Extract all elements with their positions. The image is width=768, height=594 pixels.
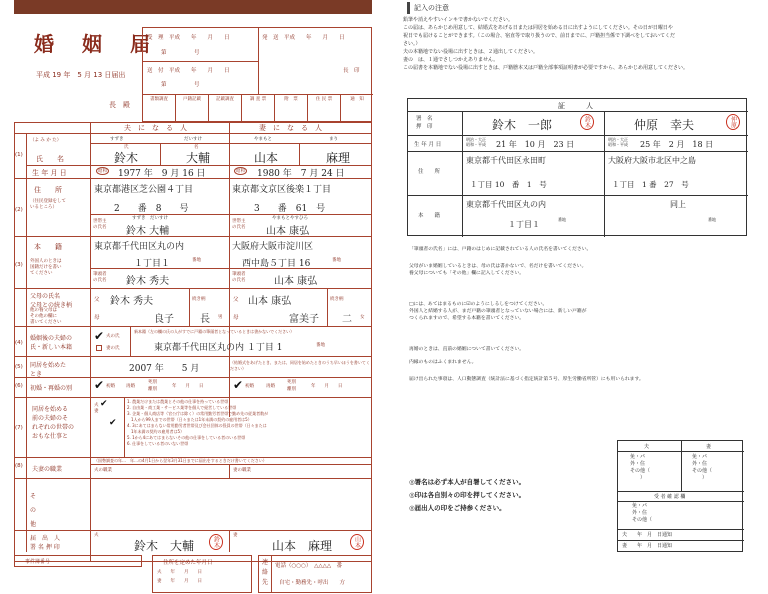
witness1-banchi: 番地 — [558, 217, 566, 222]
wife-relation: 二 — [342, 314, 352, 325]
registry-label: 本 籍 — [34, 243, 62, 251]
deadline-h-tag: 夫 — [157, 570, 162, 575]
household-item-5: 5. 1から4にあてはまらないその他の仕事をしている者のいる世帯 — [127, 435, 246, 440]
new-registry-banchi: 番地 — [316, 343, 325, 348]
husband-first-label: 初婚 — [106, 384, 115, 389]
given-sub: 名 — [194, 145, 199, 150]
id-w-paren: ） — [692, 475, 708, 481]
case-number-box: 事件簿番号 — [14, 555, 142, 567]
note-line: この届書を本籍地でない役場に出すときは、戸籍謄本又は戸籍全部事項証明書が必要ですから、あらかじめ用意してください。 — [403, 65, 689, 71]
husband-registry: 東京都千代田区丸の内 — [94, 242, 185, 252]
witness-title: 証 人 — [558, 102, 593, 110]
check-cell: 記載調査 — [209, 94, 242, 123]
id-w-tag: 妻 — [706, 444, 712, 450]
reminder-line: ◎署名は必ず本人が自署してください。 — [409, 478, 526, 486]
witness-registry-label: 本 籍 — [418, 213, 441, 219]
explain-line: 外国人と結婚する人が、まだ戸籍の筆頭者となっていない場合には、新しい戸籍が — [409, 309, 587, 314]
id-h-tag: 夫 — [644, 444, 650, 450]
explain-line: 再婚のときは、直前の婚姻について書いてください。 — [409, 347, 525, 352]
row5-num: (5) — [15, 364, 23, 370]
husband-item-check[interactable]: ✔ — [99, 399, 108, 409]
wife-surname-option: 妻の氏 — [106, 346, 120, 351]
witness2-address-number: １丁目 1 番 27 号 — [612, 180, 689, 189]
household-item-1: 1. 農業だけまたは農業とその他の仕事を持っている世帯 — [127, 399, 229, 404]
husband-first-marriage-checkbox[interactable]: ✔ — [94, 378, 105, 392]
address-note: （住民登録をして いるところ） — [30, 199, 66, 210]
wife-household-head: 山本 康弘 — [266, 226, 310, 237]
address-label: 住 所 — [34, 186, 62, 194]
witness2-dob: 25 年 2 月 18 日 — [640, 140, 714, 149]
deadline-w-date: 年 月 日 — [170, 579, 202, 584]
wife-surname-checkbox[interactable] — [96, 345, 102, 351]
wife-surname: 山本 — [254, 151, 279, 165]
row1-num: (1) — [15, 152, 23, 158]
filing-date: 平成 19 年 5 月 13 日届出 — [36, 71, 126, 79]
husband-household-head: 鈴木 大輔 — [126, 226, 170, 237]
reminder-line: ◎届出人の印をご持参ください。 — [409, 504, 506, 512]
id-h-paren: ） — [630, 475, 646, 481]
contact-label: 連 絡 先 — [262, 559, 269, 586]
received-label: 受 理 平成 年 月 日 — [147, 35, 230, 41]
head-seal-label: 長 印 — [343, 68, 360, 74]
husband-tag: 夫 — [94, 403, 99, 408]
sent-number: 第 号 — [161, 82, 200, 88]
witness-dob-label: 生 年 月 日 — [414, 142, 442, 148]
dob-label: 生 年 月 日 — [32, 169, 67, 177]
row4-num: (4) — [15, 340, 23, 346]
husband-registry-head: 鈴木 秀夫 — [126, 276, 170, 287]
received-number: 第 号 — [161, 50, 200, 56]
wife-signature: 山本 麻理 — [272, 539, 333, 553]
wife-seal: 山本 — [350, 534, 364, 550]
witness2-banchi: 番地 — [708, 217, 716, 222]
wife-banchi: 番地 — [332, 258, 341, 263]
wife-address: 東京都文京区後楽１丁目 — [232, 185, 332, 195]
wife-signer-tag: 妻 — [233, 533, 238, 538]
husband-surname-option: 夫の氏 — [106, 334, 120, 339]
husband-banchi: 番地 — [192, 258, 201, 263]
check-cell: 住 民 票 — [308, 94, 341, 123]
deadline-box: 住所を定めた年月日 夫 年 月 日 妻 年 月 日 — [152, 555, 252, 593]
id-bottom-foreign: 外・住 — [632, 510, 648, 516]
husband-mother-tag: 母 — [94, 315, 100, 321]
reminders — [409, 476, 525, 515]
surname-sub: 氏 — [124, 145, 129, 150]
id-confirmation-box — [617, 440, 743, 552]
check-cell: 附 票 — [275, 94, 308, 123]
household-item-2: 2. 自由業・商工業・サービス業等を個人で経営している世帯 — [127, 405, 237, 410]
husband-seal: 鈴木 — [209, 534, 223, 550]
husband-era: 昭和 — [98, 169, 107, 174]
husband-given-name: 大輔 — [186, 151, 211, 165]
witness2-seal: 仲原 — [726, 114, 740, 130]
check-cell: 書類調査 — [143, 94, 176, 123]
witness1-registry-number: １丁目１ — [508, 220, 540, 229]
husband-dob: 1977 年 9 月 16 日 — [118, 169, 206, 179]
wife-father: 山本 康弘 — [248, 296, 292, 307]
wife-mother: 富美子 — [289, 314, 319, 325]
wife-death-label: 死別 — [287, 380, 296, 385]
id-w-license: 免・パ — [692, 454, 708, 460]
husband-signer-tag: 夫 — [94, 533, 99, 538]
new-registry: 東京都千代田区丸の内 １丁目 1 — [154, 343, 283, 353]
notes-title: 記入の注意 — [407, 2, 453, 14]
sent-label: 送 付 平成 年 月 日 — [147, 68, 230, 74]
row6-num: (6) — [15, 383, 23, 389]
husband-mother: 良子 — [154, 314, 174, 325]
husband-father: 鈴木 秀夫 — [110, 296, 154, 307]
contact-box — [258, 555, 372, 593]
husband-reg-head-label: 筆頭者 の氏名 — [93, 272, 107, 283]
furigana-label: （よ み か た） — [30, 138, 62, 143]
wife-item-check[interactable]: ✔ — [109, 418, 117, 428]
form-title: 婚 姻 届 — [34, 32, 154, 56]
cohabit-label: 同居を始めた とき — [30, 362, 67, 378]
explain-line: 「筆頭者の氏名」には、戸籍のはじめに記載されている人の氏名を書いてください。 — [409, 247, 592, 252]
occupation-household-label: 同居を始める 前の夫婦のそ れぞれの世帯の おもな仕事と — [32, 406, 75, 440]
husband-remarriage-date: 年 月 日 — [172, 384, 204, 389]
top-band — [14, 0, 372, 14]
parents-note: 他の養父母は その他の欄に 書いてください — [30, 308, 62, 325]
husband-relation-suffix: 男 — [218, 315, 223, 320]
explain-line: 父母がいま婚姻しているときは、母の氏は書かないで、名だけを書いてください。 — [409, 264, 587, 269]
husband-relation: 長 — [200, 314, 210, 325]
witness1-registry: 東京都千代田区丸の内 — [466, 200, 546, 209]
witness2-registry: 同上 — [670, 200, 686, 209]
explain-line: □には、あてはまるものに☑のようにしるしをつけてください。 — [409, 302, 548, 307]
dispatch-label: 発 送 平成 年 月 日 — [262, 35, 345, 41]
marriage-type-label: 初婚・再婚の別 — [30, 385, 73, 392]
husband-surname: 鈴木 — [114, 151, 139, 165]
name-label: 氏 名 — [36, 155, 64, 163]
wife-given-name: 麻理 — [326, 151, 351, 165]
husband-address: 東京都港区芝公園４丁目 — [94, 185, 194, 195]
husband-occupation-label: 夫の職業 — [94, 468, 112, 473]
explain-line: 養父母についても「その他」欄に記入してください。 — [409, 271, 525, 276]
wife-reg-head-label: 筆頭者 の氏名 — [232, 272, 246, 283]
husband-surname-checkbox[interactable]: ✔ — [94, 329, 105, 343]
note-line: 夫の本籍地でない役場に出すときは、２通出してください。 — [403, 49, 539, 55]
signer-label: 届 出 人 署 名 押 印 — [30, 535, 61, 551]
notice-wife: 妻 年 月 日通知 — [622, 543, 673, 549]
contact-phone: 電話（○○○） △△△△ 番 — [275, 563, 343, 569]
other-label: そ の 他 — [30, 493, 37, 528]
explain-line: 届け出られた事項は、人口動態調査（統計法に基づく指定統計第５号、厚生労働省所管）にも用いられます。 — [409, 377, 644, 382]
explain-line: つくられますので、希望する本籍を書いてください。 — [409, 316, 525, 321]
witness1-name: 鈴木 一郎 — [492, 118, 553, 132]
wife-furigana-surname: やまもと — [254, 137, 272, 142]
husband-furigana-surname: すずき — [110, 137, 124, 142]
household-item-4: 4. 3にあてはまらない常用勤労者世帯及び会社団体の役員の世帯（日々または 1年未満の契約の雇用者は5） — [127, 423, 267, 434]
wife-head-label: 世帯主 の氏名 — [232, 219, 246, 230]
wife-relation-label: 続き柄 — [330, 297, 344, 302]
husband-signature: 鈴木 大輔 — [134, 539, 195, 553]
wife-col-header: 妻 に な る 人 — [259, 124, 322, 132]
husband-address-number: 2 番 8 号 — [114, 204, 189, 214]
husband-relation-label: 続き柄 — [192, 297, 206, 302]
note-line: 鉛筆や消えやすいインキで書かないでください。 — [403, 17, 514, 23]
id-w-other: その他（ — [692, 468, 713, 474]
explanations — [409, 246, 759, 383]
row2-num: (2) — [15, 207, 23, 213]
husband-furigana-given: だいすけ — [184, 137, 202, 142]
registry-note: 外国人のときは 国籍だけを書い てください — [30, 259, 62, 276]
note-line: さい。） — [403, 41, 421, 47]
check-cell: 通 知 — [350, 97, 364, 102]
note-line: この届は、あらかじめ用意して、結婚式をあげる日または同居を始める日に出すようにしてください。その日が日曜日や — [403, 25, 673, 31]
note-line: 祝日でも届けることができます。（この場合、宿直等で取り扱うので、前日までに、戸籍担当係で下調べをしておいてくだ — [403, 33, 676, 39]
notes-list — [403, 16, 763, 72]
wife-dob: 1980 年 7 月 24 日 — [257, 169, 345, 179]
witness1-era: 明治・大正 昭和・平成 — [466, 137, 486, 147]
wife-father-tag: 父 — [233, 297, 239, 303]
wife-relation-suffix: 女 — [360, 315, 365, 320]
household-checkboxes — [94, 399, 107, 408]
parents-label: 父母の氏名 父母との続き柄 — [30, 293, 73, 309]
notice-husband: 夫 年 月 日通知 — [622, 532, 673, 538]
wife-occupation-label: 妻の職業 — [233, 468, 251, 473]
husband-divorce-label: 離別 — [148, 387, 157, 392]
check-row — [143, 94, 373, 123]
reminder-line: ◎印は各自別々の印を押してください。 — [409, 491, 526, 499]
witness2-name: 仲原 幸夫 — [634, 118, 695, 132]
wife-registry-number: 西中島５丁目 16 — [242, 259, 311, 269]
witness1-dob: 21 年 10 月 23 日 — [496, 140, 575, 149]
id-h-foreign: 外・住 — [630, 461, 646, 467]
id-bottom-license: 免・パ — [632, 503, 648, 509]
wife-registry-head: 山本 康弘 — [274, 276, 318, 287]
witness1-address: 東京都千代田区永田町 — [466, 156, 546, 165]
wife-mother-tag: 母 — [233, 315, 239, 321]
instructions-page — [395, 0, 768, 594]
id-h-license: 免・パ — [630, 454, 646, 460]
household-item-6: 6. 仕事をしている者のいない世帯 — [127, 441, 189, 446]
id-bottom-other: その他（ — [632, 517, 653, 523]
wife-first-marriage-checkbox[interactable]: ✔ — [233, 378, 244, 392]
id-w-foreign: 外・住 — [692, 461, 708, 467]
note-line: 妻の は、１通でさしつかえありません。 — [403, 57, 499, 63]
row7-num: (7) — [15, 425, 23, 431]
husband-head-furigana: すずき だいすけ — [132, 216, 169, 221]
cohabit-note: （結婚式をあげたとき、または、同居を始めたときのうち早いほうを書いてください） — [230, 360, 370, 371]
wife-first-label: 初婚 — [245, 384, 254, 389]
id-confirm-label: 受 者 確 認 欄 — [654, 494, 686, 500]
wife-registry: 大阪府大阪市淀川区 — [232, 242, 314, 252]
contact-type: 自宅・勤務先・呼出 方 — [279, 580, 346, 586]
witness2-era: 明治・大正 昭和・平成 — [608, 137, 628, 147]
occupation-label: 夫妻の職業 — [32, 466, 63, 473]
household-item-3: 3. 企業・個人商店等（官公庁は除く）の常用勤労者世帯で勤め先の従業者数が 1人から99人までの世帯（日々または1年未満の契約の雇用者は5） — [127, 411, 269, 422]
addressee: 長 殿 — [109, 101, 130, 109]
wife-address-number: 3 番 61 号 — [254, 204, 326, 214]
husband-head-label: 世帯主 の氏名 — [93, 219, 107, 230]
new-surname-label: 婚姻後の夫婦の 氏・新しい本籍 — [30, 335, 73, 351]
deadline-w-tag: 妻 — [157, 579, 162, 584]
new-registry-note: 新本籍（左の欄の氏の人がすでに戸籍の筆頭者となっているときは書かないでください） — [134, 329, 295, 334]
wife-tag: 妻 — [94, 409, 99, 414]
wife-head-furigana: やまもとやすひろ — [272, 216, 308, 221]
witness-sign-label: 署 名 押 印 — [416, 116, 433, 130]
witness-table — [407, 98, 747, 236]
occupation-note: （国勢調査の年… 年…の4月1日から翌年3月31日までに届出をするときだけ書いてください） — [94, 458, 267, 463]
id-h-other: その他（ — [630, 468, 651, 474]
explain-line: 内縁のものはふくまれません。 — [409, 360, 477, 365]
husband-col-header: 夫 に な る 人 — [124, 124, 187, 132]
row8-num: (8) — [15, 463, 23, 469]
marriage-form — [14, 0, 372, 594]
witness1-seal: 鈴木 — [580, 114, 594, 130]
wife-furigana-given: まり — [329, 137, 338, 142]
household-items — [127, 399, 367, 447]
check-cell: 調 査 票 — [242, 94, 275, 123]
husband-death-label: 死別 — [148, 380, 157, 385]
deadline-h-date: 年 月 日 — [170, 570, 202, 575]
reception-box — [142, 27, 372, 122]
witness2-address: 大阪府大阪市北区中之島 — [608, 156, 696, 165]
wife-era: 昭和 — [236, 169, 245, 174]
witness-address-label: 住 所 — [418, 169, 441, 175]
husband-second-label: 再婚 — [126, 384, 135, 389]
wife-remarriage-date: 年 月 日 — [311, 384, 343, 389]
row3-num: (3) — [15, 262, 23, 268]
wife-divorce-label: 離別 — [287, 387, 296, 392]
husband-registry-number: １丁目１ — [134, 259, 171, 269]
cohabit-date: 2007 年 5 月 — [129, 364, 200, 374]
husband-father-tag: 父 — [94, 297, 100, 303]
wife-second-label: 再婚 — [266, 384, 275, 389]
check-cell: 戸籍記載 — [176, 94, 209, 123]
witness1-address-number: １丁目 10 番 1 号 — [470, 180, 547, 189]
